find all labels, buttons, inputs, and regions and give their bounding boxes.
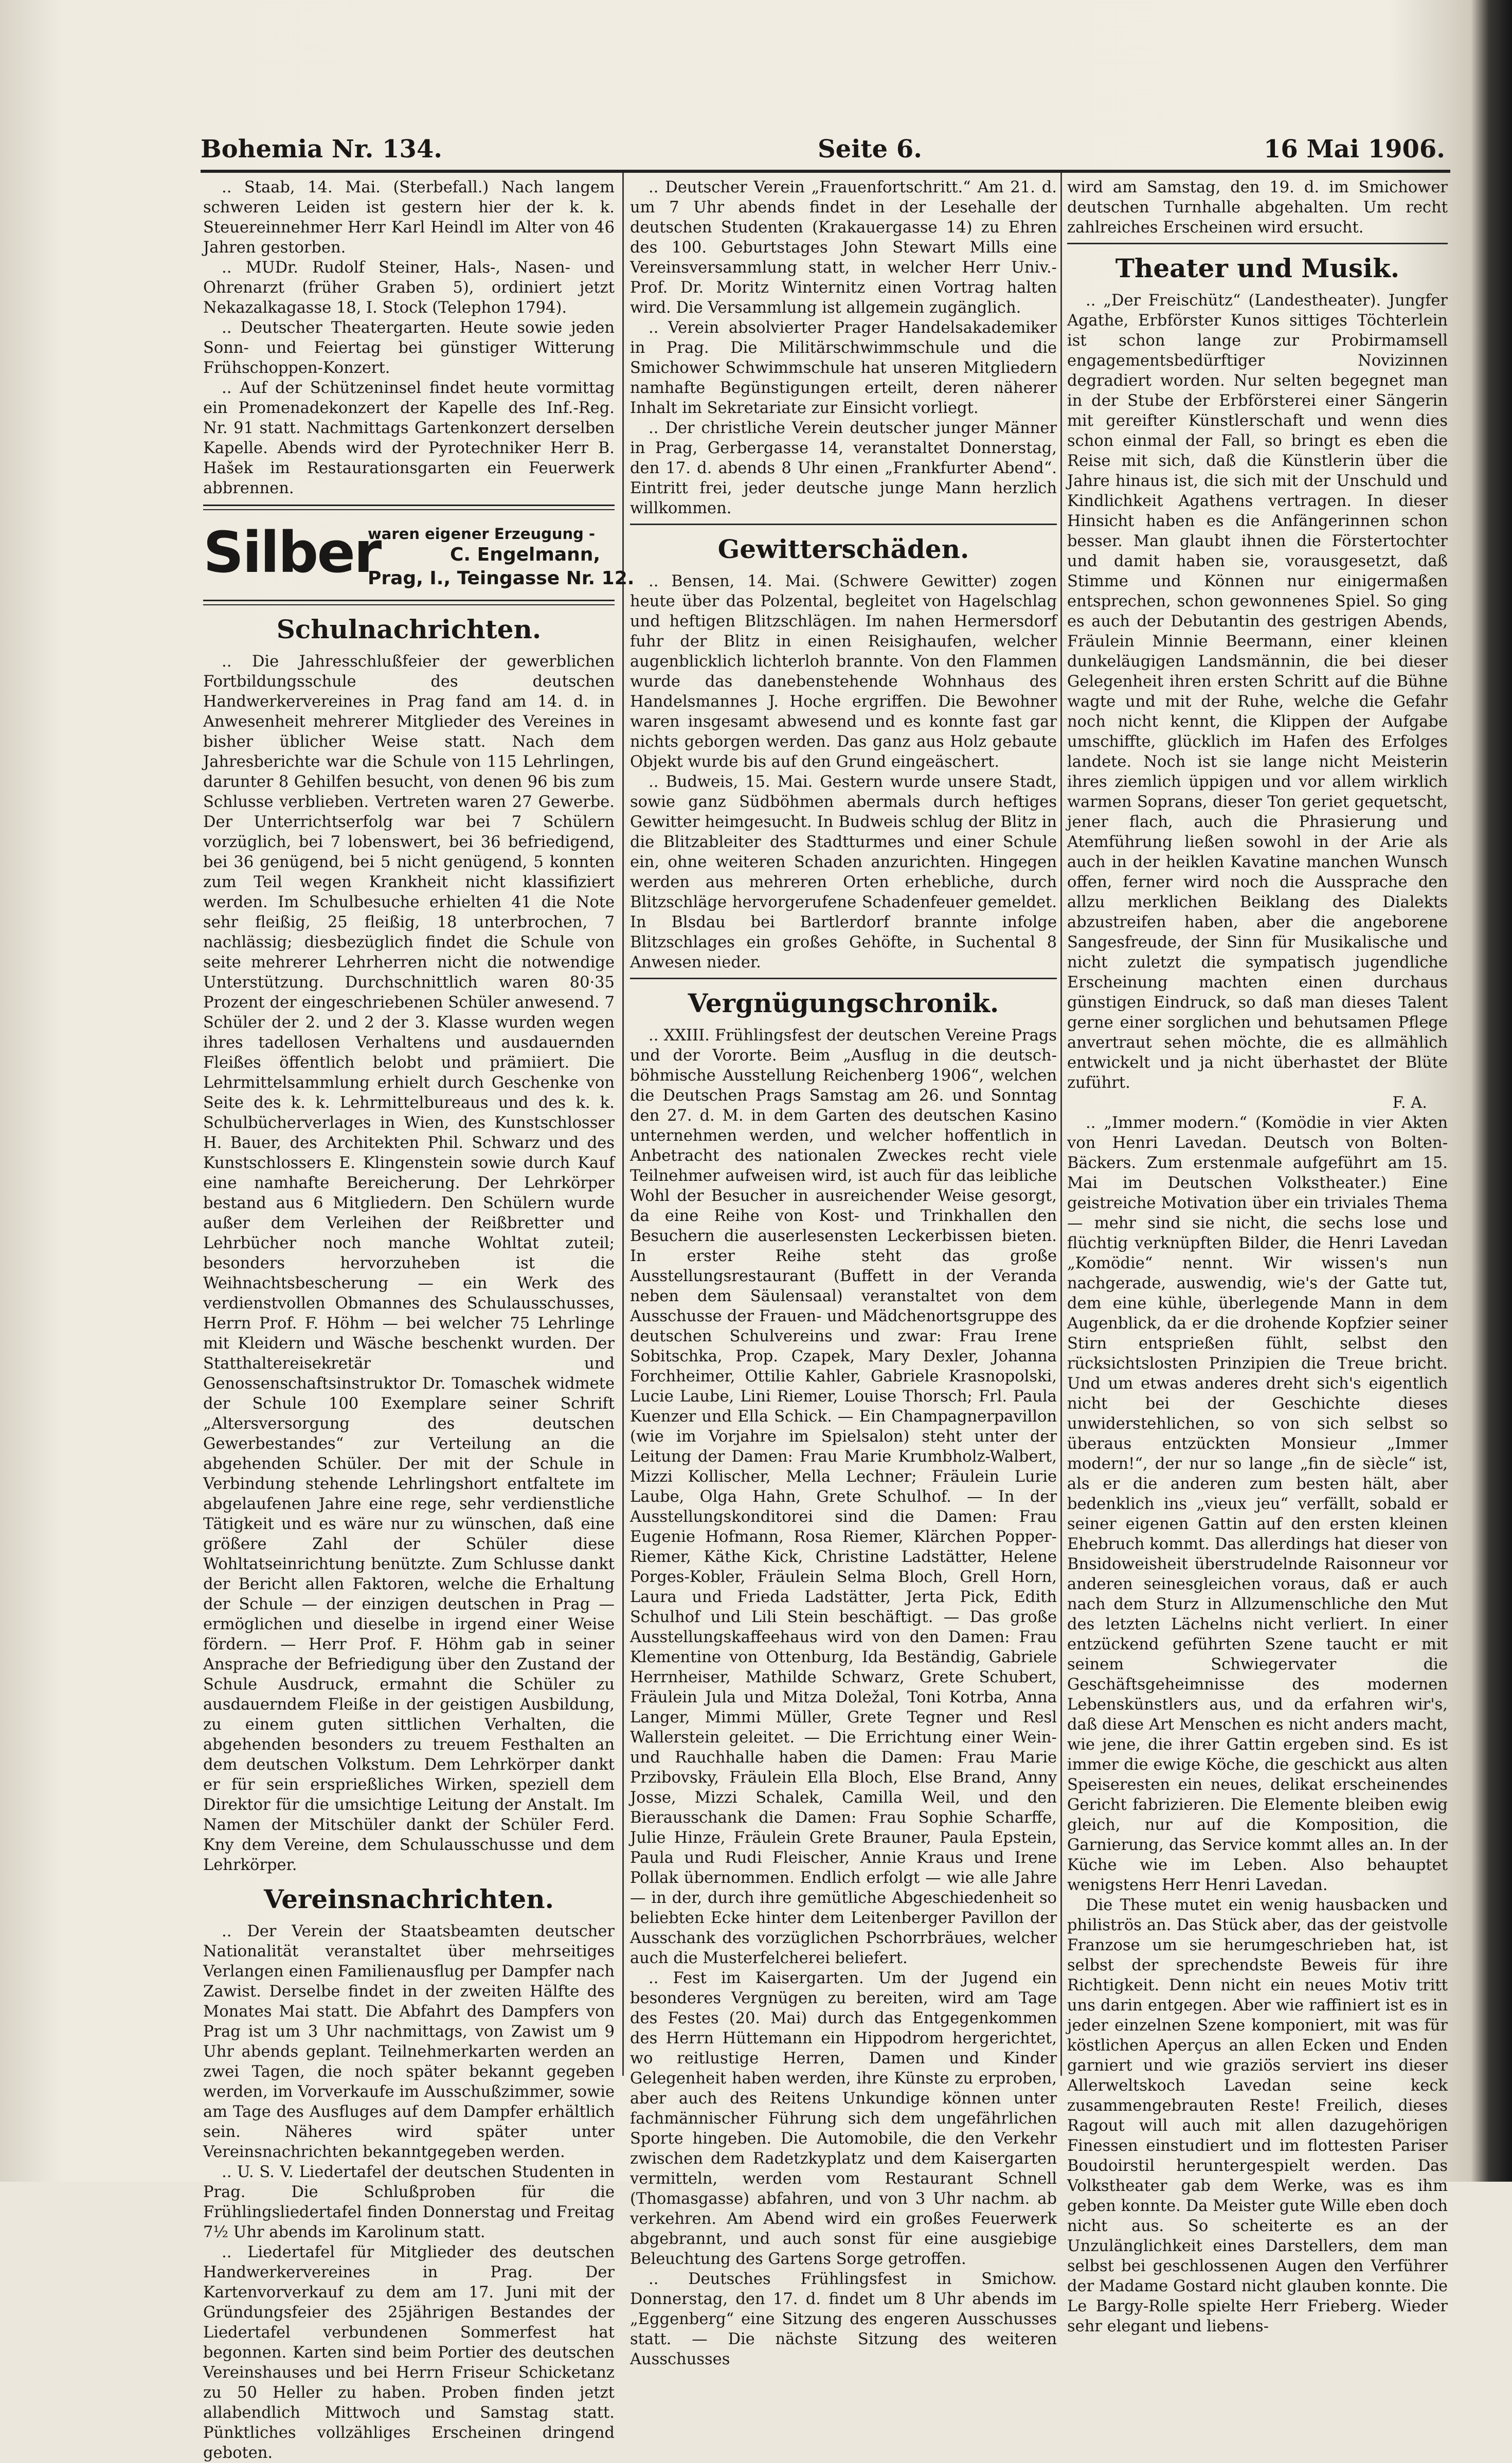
article-budweis: .. Budweis, 15. Mai. Gestern wurde unsere Stadt, sowie ganz Südböhmen abermals durch heftiges Gewitter heimgesucht. In Budweis schlug der Blitz in die Blitzableiter des Stadtturmes und einer Schule ein, ohne weiteren Schaden anzurichten. Hingegen werden aus mehreren Orten erhebliche, durch Blitzschläge hervorgerufene Schadenfeuer gemeldet. In Blsdau bei Bartlerdorf brannte infolge Blitzschlages ein großes Gehöfte, in Suchental 8 Anwesen nieder.: [630, 773, 1057, 972]
column-2: [630, 177, 1057, 2368]
column-1: [203, 177, 635, 2462]
page-header: [201, 135, 1445, 171]
article-smichow: .. Deutsches Frühlingsfest in Smichow. Donnerstag, den 17. d. findet um 8 Uhr abends im „Eggenberg“ eine Sitzung des engeren Ausschusses statt. — Die nächste Sitzung des weiteren Ausschusses: [630, 2270, 1057, 2368]
header-date: 16 Mai 1906.: [1264, 135, 1445, 164]
ad-headline: Silber: [203, 519, 381, 585]
column-divider: [622, 173, 624, 2076]
column-divider: [1060, 173, 1062, 2076]
review-immer-modern-continued: Die These mutet ein wenig hausbacken und philiströs an. Das Stück aber, das der geistvolle Franzose um sie herumgeschrieben hat, ist selbst der sprechendste Beweis für ihre Richtigkeit. Denn nicht ein neues Motiv tritt uns darin entgegen. Aber wie raffiniert ist es in jeder einzelnen Szene komponiert, mit was für köstlichen Aperçus an allen Ecken und Enden garniert und wie graziös serviert ins dieser Allerweltskoch Lavedan seine keck zusammengebrauten Reste! Freilich, dieses Ragout will auch mit allen dazugehörigen Finessen einstudiert und im flottesten Pariser Boudoirstil heruntergespielt werden. Das Volkstheater gab dem Werke, was es ihm geben konnte. Da Meister gute Wille eben doch nicht aus. So scheiterte es an der Unzulänglichkeit eines Darstellers, dem man selbst bei geschlossenen Augen den Verführer der Madame Gostard nicht glauben konnte. Die Le Bargy-Rolle spielte Herr Frieberg. Wieder sehr elegant und liebens-: [1067, 1896, 1448, 2335]
article-smichow-continued: wird am Samstag, den 19. d. im Smichower deutschen Turnhalle abgehalten. Um recht zahlreiches Erscheinen wird ersucht.: [1067, 178, 1448, 237]
author-signature: F. A.: [1392, 1094, 1427, 1112]
notice-steiner: .. MUDr. Rudolf Steiner, Hals-, Nasen- und Ohrenarzt (früher Graben 5), ordiniert jetzt Nekazalkagasse 18, I. Stock (Telephon 1794).: [203, 259, 615, 317]
header-page-number: Seite 6.: [818, 135, 922, 164]
article-bensen: .. Bensen, 14. Mai. (Schwere Gewitter) zogen heute über das Polzental, begleitet von Hagelschlag und heftigen Blitzschlägen. Im nahen Hermersdorf fuhr der Blitz in einen Reisighaufen, welcher augenblicklich lichterloh brannte. Von den Flammen wurde das danebenstehende Wohnhaus des Handelsmannes J. Hoche ergriffen. Die Bewohner waren insgesamt abwesend und es konnte fast gar nichts geborgen werden. Das ganz aus Holz gebaute Objekt wurde bis auf den Grund eingeäschert.: [630, 572, 1057, 771]
notice-schuetzeninsel: .. Auf der Schützeninsel findet heute vormittag ein Promenadekonzert der Kapelle des Inf.-Reg. Nr. 91 statt. Nachmittags Gartenkonzert derselben Kapelle. Abends wird der Pyrotechniker Herr B. Hašek im Restaurationsgarten ein Feuerwerk abbrennen.: [203, 379, 615, 497]
article-fruehlingsfest: .. XXIII. Frühlingsfest der deutschen Vereine Prags und der Vororte. Beim „Ausflug in die deutsch-böhmische Ausstellung Reichenberg 1906“, welchen die Deutschen Prags Samstag am 26. und Sonntag den 27. d. M. in dem Garten des deutschen Kasino unternehmen werden, und welcher hoffentlich in Anbetracht des nationalen Zweckes recht viele Teilnehmer aufweisen wird, ist auch für das leibliche Wohl der Besucher in ausreichender Weise gesorgt, da eine Reihe von Kost- und Trinkhallen den Besuchern die auserlesensten Leckerbissen bieten. In erster Reihe steht das große Ausstellungsrestaurant (Buffett in der Veranda neben dem Säulensaal) veranstaltet von dem Ausschusse der Frauen- und Mädchenortsgruppe des deutschen Schulvereins und zwar: Frau Irene Sobitschka, Prop. Czapek, Mary Dexler, Johanna Forchheimer, Ottilie Kahler, Gabriele Krasnopolski, Lucie Laube, Lini Riemer, Louise Thorsch; Frl. Paula Kuenzer und Ella Schick. — Ein Champagnerpavillon (wie im Vorjahre im Spielsalon) steht unter der Leitung der Damen: Frau Marie Krumbholz-Walbert, Mizzi Kollischer, Mella Lechner; Fräulein Lurie Laube, Olga Hahn, Grete Schulhof. — In der Ausstellungskonditorei sind die Damen: Frau Eugenie Hofmann, Rosa Riemer, Klärchen Popper-Riemer, Käthe Kick, Christine Ladstätter, Helene Porges-Kobler, Fräulein Selma Bloch, Grell Horn, Laura und Frieda Ladstätter, Jerta Pick, Edith Schulhof und Lili Stein beschäftigt. — Das große Ausstellungskaffeehaus wird von den Damen: Frau Klementine von Ottenburg, Ida Beständig, Gabriele Herrnheiser, Mathilde Schwarz, Grete Schubert, Fräulein Jula und Mitza Doležal, Toni Kotrba, Anna Langer, Mimmi Müller, Grete Tegner und Resl Wallerstein geleitet. — Die Errichtung einer Wein- und Rauchhalle haben die Damen: Frau Marie Przibovsky, Fräulein Ella Bloch, Else Brand, Anny Josse, Mizzi Schalek, Camilla Weil, und den Bierausschank die Damen: Frau Sophie Scharffe, Julie Hinze, Fräulein Grete Brauner, Paula Epstein, Paula und Rudi Fleischer, Annie Kraus und Irene Pollak übernommen. Endlich erfolgt — wie alle Jahre — in der, durch ihre gemütliche Abgeschiedenheit so beliebten Ecke hinter dem Leitenberger Pavillon der Ausschank des vorzüglichen Pschorrbräues, welcher auch die Musterfelcherei beliefert.: [630, 1027, 1057, 1967]
notice-theatergarten: .. Deutscher Theatergarten. Heute sowie jeden Sonn- und Feiertag bei günstiger Witterung Frühschoppen-Konzert.: [203, 319, 615, 377]
article-staab: .. Staab, 14. Mai. (Sterbefall.) Nach langem schweren Leiden ist gestern hier der k. k. Steuereinnehmer Herr Karl Heindl im Alter von 46 Jahren gestorben.: [203, 178, 615, 257]
section-heading-vereinsnachrichten: Vereinsnachrichten.: [263, 1884, 554, 1914]
ad-text: [368, 525, 634, 590]
review-immer-modern: .. „Immer modern.“ (Komödie in vier Akten von Henri Lavedan. Deutsch von Bolten-Bäckers. Zum erstenmale aufgeführt am 15. Mai im Deutschen Volkstheater.) Eine geistreiche Motivation über ein triviales Thema — mehr sind sie nicht, die sechs lose und flüchtig verknüpften Bilder, die Henri Lavedan „Komödie“ nennt. Wir wissen's nun nachgerade, auswendig, wie's der Gatte tut, dem eine kühle, überlegende Mann in dem Augenblick, da er die drohende Kopfzier seiner Stirn entsprießen fühlt, selbst den rücksichtslosten Prinzipien die Treue bricht. Und um etwas anderes dreht sich's eigentlich nicht bei der Geschichte dieses unwiderstehlichen, so von sich selbst so überaus entzückten Monsieur „Immer modern!“, der nur so lange „fin de siècle“ ist, als er die anderen zum besten hält, aber bedenklich ins „vieux jeu“ verfällt, sobald er seiner eigenen Gattin auf den ersten kleinen Ehebruch kommt. Das allerdings hat dieser von Bnsidoweisheit überstrudelnde Raisonneur vor anderen seinesgleichen voraus, daß er auch nach dem Sturz in Allzumenschliche den Mut des letzten Lächelns nicht verliert. In einer entzückend geführten Szene taucht er mit seinem Schwiegervater die Geschäftsgeheimnisse des modernen Lebenskünstlers aus, und da erfahren wir's, daß diese Art Menschen es nicht anders macht, wie jene, die ihrer Gattin ergeben sind. Es ist immer die ewige Köche, die geschickt aus alten Speiseresten ein neues, delikat erscheinendes Gericht fabrizieren. Die Elemente bleiben ewig gleich, nur auf die Komposition, die Garnierung, das Service kommt alles an. In der Küche wie im Leben. Also behauptet wenigstens Herr Henri Lavedan.: [1067, 1114, 1448, 1894]
section-heading-gewitterschaeden: Gewitterschäden.: [717, 534, 969, 564]
header-issue: Bohemia Nr. 134.: [201, 135, 442, 164]
column-3: [1067, 177, 1448, 2335]
header-rule: [201, 170, 1450, 173]
ad-line-2: C. Engelmann,: [450, 544, 601, 565]
advertisement-silber: [203, 516, 635, 594]
article-christlicher-verein: .. Der christliche Verein deutscher junger Männer in Prag, Gerbergasse 14, veranstaltet Donnerstag, den 17. d. abends 8 Uhr einen „Frankfurter Abend“. Eintritt frei, jeder deutsche junge Mann herzlich willkommen.: [630, 419, 1057, 517]
ad-line-1: waren eigener Erzeugung -: [368, 525, 596, 543]
divider: [630, 524, 1057, 525]
divider: [203, 600, 615, 605]
article-kaisergarten: .. Fest im Kaisergarten. Um der Jugend ein besonderes Vergnügen zu bereiten, wird am Tage des Festes (20. Mai) durch das Entgegenkommen des Herrn Hüttemann ein Hippodrom hergerichtet, wo reitlustige Herren, Damen und Kinder Gelegenheit haben werden, ihre Künste zu erproben, aber auch des Reitens Unkundige können unter fachmännischer Führung sich dem ungefährlichen Sporte hingeben. Die Automobile, die den Verkehr zwischen dem Radetzkyplatz und dem Kaisergarten vermitteln, werden vom Restaurant Schnell (Thomasgasse) abfahren, und von 3 Uhr nachm. ab verkehren. Am Abend wird ein großes Feuerwerk abgebrannt, und auch sonst für eine ausgiebige Beleuchtung des Gartens Sorge getroffen.: [630, 1969, 1057, 2268]
section-heading-theater-und-musik: Theater und Musik.: [1115, 253, 1400, 283]
review-freischuetz: .. „Der Freischütz“ (Landestheater). Jungfer Agathe, Erbförster Kunos sittiges Töchterlein ist schon lange zur Probirmamsell engagementsbedürftiger Novizinnen degradiert worden. Nur selten begegnet man in der Stube der Erbförsterei einer Sängerin mit gereifter Künstlerschaft und wenn dies schon einmal der Fall, so bringt es eben die Reise mit sich, daß die Künstlerin über die Jahre hinaus ist, die sich mit der Unschuld und Kindlichkeit Agathens vertragen. In dieser Hinsicht haben es die Anfängerinnen schon besser. Man glaubt ihnen die Förstertochter und damit haben sie, vorausgesetzt, daß Stimme und Können nur einigermaßen entsprechen, schon gewonnenes Spiel. So ging es auch der Debutantin des gestrigen Abends, Fräulein Minnie Beermann, einer kleinen dunkeläugigen Landsmännin, die bei dieser Gelegenheit ihren ersten Schritt auf die Bühne wagte und mit der Ruhe, welche die Gefahr noch nicht kennt, die Klippen der Aufgabe umschiffte, glücklich im Hafen des Erfolges landete. Noch ist sie lange nicht Meisterin ihres ziemlich üppigen und vor allem wirklich warmen Soprans, dieser Ton geriet gequetscht, jener flach, auch die Phrasierung und Atemführung ließen sowohl in der Arie als auch in der heiklen Kavatine manchen Wunsch offen, ferner wird noch die Aussprache den allzu merklichen Beiklang des Dialekts abzustreifen haben, aber die angeborene Sangesfreude, der Sinn für Musikalische und nicht zuletzt die sympatisch jugendliche Erscheinung machten einen durchaus günstigen Eindruck, so daß man dieses Talent gerne einer sorglichen und behutsamen Pflege anvertraut sehen möchte, die es allmählich entwickelt und ja nicht überhastet der Blüte zuführt.: [1067, 292, 1448, 1092]
article-jahresschlussfeier: .. Die Jahresschlußfeier der gewerblichen Fortbildungsschule des deutschen Handwerkervereines in Prag fand am 14. d. in Anwesenheit mehrerer Mitglieder des Vereines in bisher üblicher Weise statt. Nach dem Jahresberichte war die Schule von 115 Lehrlingen, darunter 8 Gehilfen besucht, von denen 96 bis zum Schlusse verblieben. Vertreten waren 27 Gewerbe. Der Unterrichtserfolg war bei 7 Schülern vorzüglich, bei 7 lobenswert, bei 36 befriedigend, bei 36 genügend, bei 5 nicht genügend, 5 konnten zum Teil wegen Krankheit nicht klassifiziert werden. Im Schulbesuche erhielten 41 die Note sehr fleißig, 25 fleißig, 18 unterbrochen, 7 nachlässig; diesbezüglich findet die Schule von seite mehrerer Lehrherren nicht die notwendige Unterstützung. Durchschnittlich waren 80·35 Prozent der eingeschriebenen Schüler anwesend. 7 Schüler der 2. und 2 der 3. Klasse wurden wegen ihres tadellosen Verhaltens und ausdauernden Fleißes öffentlich belobt und prämiiert. Die Lehrmittelsammlung erhielt durch Geschenke von Seite des k. k. Lehrmittelbureaus und des k. k. Schulbücherverlages in Wien, des Kunstschlosser H. Bauer, des Architekten Phil. Schwarz und des Kunstschlossers E. Klingenstein sowie durch Kauf eine namhafte Bereicherung. Der Lehrkörper bestand aus 6 Mitgliedern. Den Schülern wurde außer dem Verleihen der Reißbretter und Lehrbücher noch manche Wohltat zuteil; besonders hervorzuheben ist die Weihnachtsbescherung — ein Werk des verdienstvollen Obmannes des Schulausschusses, Herrn Prof. F. Höhm — bei welcher 75 Lehrlinge mit Kleidern und Wäsche beschenkt wurden. Der Statthaltereisekretär und Genossenschaftsinstruktor Dr. Tomaschek widmete der Schule 100 Exemplare seiner Schrift „Altersversorgung des deutschen Gewerbestandes“ zur Verteilung an die abgehenden Schüler. Der mit der Schule in Verbindung stehende Lehrlingshort entfaltete im abgelaufenen Jahre eine rege, sehr verdienstliche Tätigkeit und es wäre nur zu wünschen, daß eine größere Zahl der Schüler diese Wohltatseinrichtung benützte. Zum Schlusse dankt der Bericht allen Faktoren, welche die Erhaltung der Schule — der einzigen deutschen in Prag — ermöglichen und dieselbe in irgend einer Weise fördern. — Herr Prof. F. Höhm gab in seiner Ansprache der Befriedigung über den Zustand der Schule Ausdruck, ermahnt die Schüler zu ausdauerndem Fleiße in der geistigen Ausbildung, zu einem guten sittlichen Verhalten, die abgehenden besonders zu treuem Festhalten an dem deutschen Volkstum. Dem Lehrkörper dankt er für sein ersprießliches Wirken, speziell dem Direktor für die umsichtige Leitung der Anstalt. Im Namen der Mitschüler dankt der Schüler Ferd. Kny dem Vereine, dem Schulausschusse und dem Lehrkörper.: [203, 653, 615, 1874]
article-handelsakademiker: .. Verein absolvierter Prager Handelsakademiker in Prag. Die Militärschwimmschule und die Smichower Schwimmschule hat unseren Mitgliedern namhafte Begünstigungen erteilt, deren näherer Inhalt im Sekretariate zur Einsicht vorliegt.: [630, 319, 1057, 417]
article-frauenfortschritt: .. Deutscher Verein „Frauenfortschritt.“ Am 21. d. um 7 Uhr abends findet in der Lesehalle der deutschen Studenten (Krakauergasse 14) zu Ehren des 100. Geburtstages John Stewart Mills eine Vereinsversammlung statt, in welcher Herr Univ.-Prof. Dr. Moritz Winternitz einen Vortrag halten wird. Die Versammlung ist allgemein zugänglich.: [630, 178, 1057, 317]
divider: [630, 978, 1057, 979]
divider: [1067, 243, 1448, 244]
article-staatsbeamten: .. Der Verein der Staatsbeamten deutscher Nationalität veranstaltet über mehrseitiges Verlangen einen Familienausflug per Dampfer nach Zawist. Derselbe findet in der zweiten Hälfte des Monates Mai statt. Die Abfahrt des Dampfers von Prag ist um 3 Uhr nachmittags, von Zawist um 9 Uhr abends geplant. Teilnehmerkarten werden an zwei Tagen, die noch später bekannt gegeben werden, im Vorverkaufe im Ausschußzimmer, sowie am Tage des Ausfluges auf dem Dampfer erhältlich sein. Näheres wird später unter Vereinsnachrichten bekanntgegeben werden.: [203, 1922, 615, 2161]
divider: [203, 505, 615, 510]
section-heading-vergnuegungschronik: Vergnügungschronik.: [688, 988, 999, 1018]
article-liedertafel-handwerker: .. Liedertafel für Mitglieder des deutschen Handwerkervereines in Prag. Der Kartenvorverkauf zu dem am 17. Juni mit der Gründungsfeier des 25jährigen Bestandes der Liedertafel verbundenen Sommerfest hat begonnen. Karten sind beim Portier des deutschen Vereinshauses und bei Herrn Friseur Schicketanz zu 50 Heller zu haben. Proben finden jetzt allabendlich Mittwoch und Samstag statt. Pünktliches vollzähliges Erscheinen dringend geboten.: [203, 2243, 615, 2462]
ad-line-3: Prag, I., Teingasse Nr. 12.: [368, 568, 635, 589]
section-heading-schulnachrichten: Schulnachrichten.: [276, 614, 542, 644]
article-liedertafel-studenten: .. U. S. V. Liedertafel der deutschen Studenten in Prag. Die Schlußproben für die Frühlingsliedertafel finden Donnerstag und Freitag 7½ Uhr abends im Karolinum statt.: [203, 2163, 615, 2241]
